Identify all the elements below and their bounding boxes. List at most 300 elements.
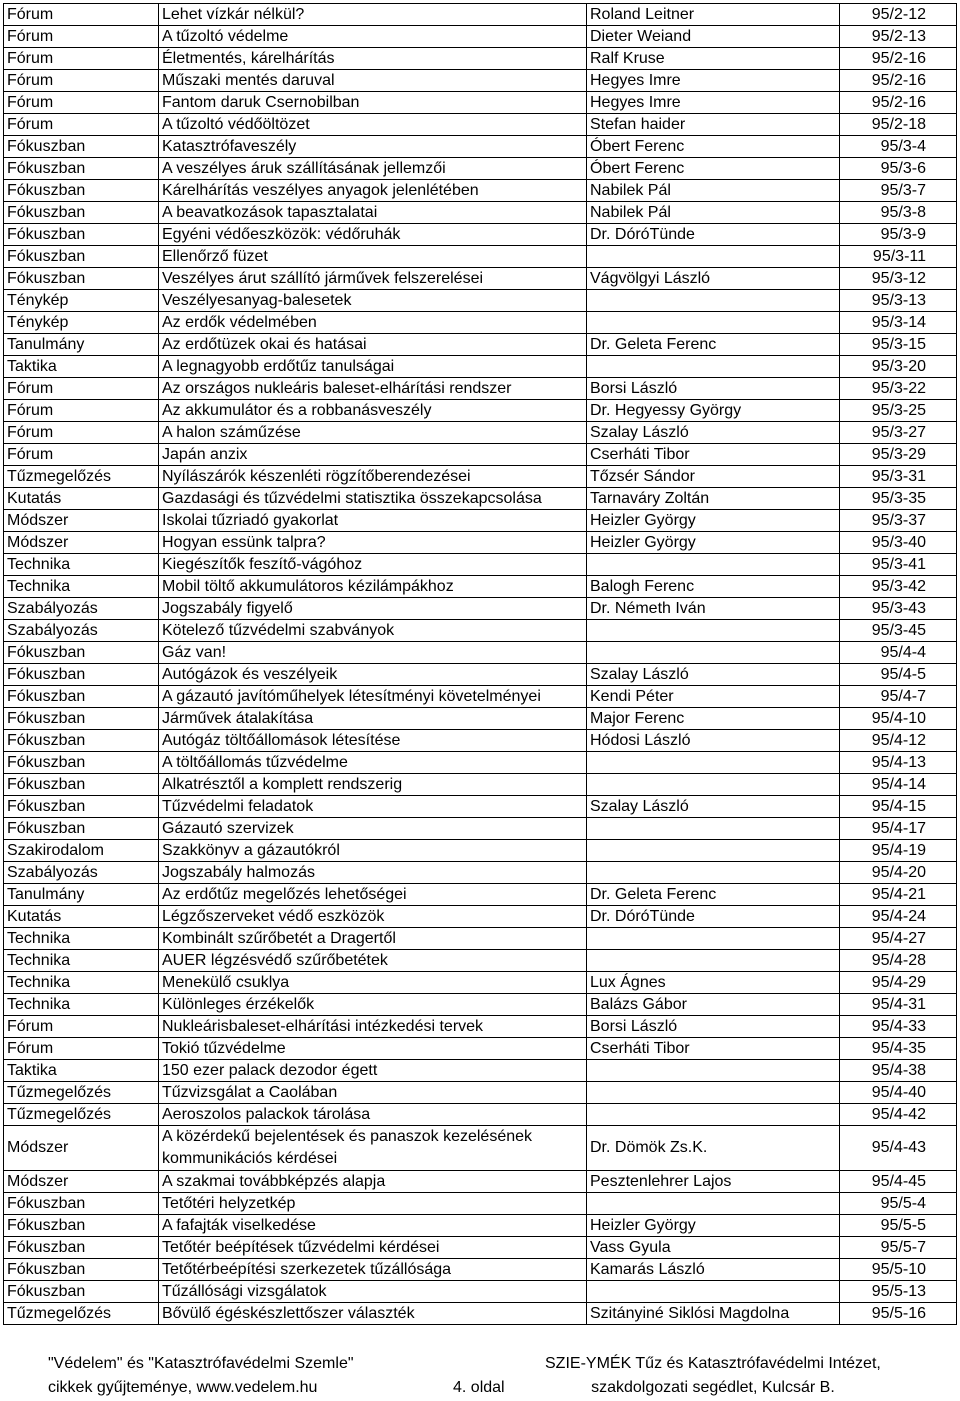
table-row xyxy=(4,1038,957,1060)
cell-author: Kendi Péter xyxy=(587,686,840,708)
cell-issue: 95/2-16 xyxy=(840,92,957,114)
cell-rovat: Fórum xyxy=(4,92,159,114)
cell-rovat: Fókuszban xyxy=(4,686,159,708)
cell-rovat: Módszer xyxy=(4,1171,159,1193)
cell-issue: 95/4-13 xyxy=(840,752,957,774)
cell-rovat: Taktika xyxy=(4,356,159,378)
cell-issue: 95/4-45 xyxy=(840,1171,957,1193)
cell-rovat: Fórum xyxy=(4,4,159,26)
table-row xyxy=(4,994,957,1016)
footer-institute-line2: szakdolgozati segédlet, Kulcsár B. xyxy=(591,1379,835,1396)
table-row xyxy=(4,708,957,730)
cell-author xyxy=(587,752,840,774)
cell-author: Vágvölgyi László xyxy=(587,268,840,290)
cell-title: Az országos nukleáris baleset-elhárítási rendszer xyxy=(159,378,587,400)
cell-rovat: Technika xyxy=(4,972,159,994)
cell-issue: 95/3-14 xyxy=(840,312,957,334)
table-row xyxy=(4,158,957,180)
cell-issue: 95/3-37 xyxy=(840,510,957,532)
cell-issue: 95/3-8 xyxy=(840,202,957,224)
cell-title: Veszélyesanyag-balesetek xyxy=(159,290,587,312)
cell-author xyxy=(587,950,840,972)
cell-author xyxy=(587,642,840,664)
cell-rovat: Fókuszban xyxy=(4,708,159,730)
table-row xyxy=(4,202,957,224)
table-row xyxy=(4,972,957,994)
cell-author xyxy=(587,840,840,862)
cell-author: Balázs Gábor xyxy=(587,994,840,1016)
cell-issue: 95/3-40 xyxy=(840,532,957,554)
cell-issue: 95/2-18 xyxy=(840,114,957,136)
cell-author: Ralf Kruse xyxy=(587,48,840,70)
cell-issue: 95/3-11 xyxy=(840,246,957,268)
table-row xyxy=(4,730,957,752)
cell-author: Lux Ágnes xyxy=(587,972,840,994)
cell-rovat: Módszer xyxy=(4,532,159,554)
cell-author: Dr. Geleta Ferenc xyxy=(587,884,840,906)
cell-title: Bővülő égéskészlettőszer választék xyxy=(159,1303,587,1325)
cell-title: Tűzvédelmi feladatok xyxy=(159,796,587,818)
cell-issue: 95/5-16 xyxy=(840,1303,957,1325)
cell-title: Különleges érzékelők xyxy=(159,994,587,1016)
cell-author: Heizler György xyxy=(587,510,840,532)
cell-title: Az erdőtüzek okai és hatásai xyxy=(159,334,587,356)
table-row xyxy=(4,1060,957,1082)
cell-title: AUER légzésvédő szűrőbetétek xyxy=(159,950,587,972)
cell-rovat: Fókuszban xyxy=(4,158,159,180)
article-index-table xyxy=(3,3,957,1325)
cell-title: A halon száműzése xyxy=(159,422,587,444)
footer-institute xyxy=(545,1352,881,1400)
table-row xyxy=(4,400,957,422)
table-row xyxy=(4,598,957,620)
cell-author: Vass Gyula xyxy=(587,1237,840,1259)
cell-issue: 95/5-13 xyxy=(840,1281,957,1303)
footer-source xyxy=(48,1352,354,1400)
cell-issue: 95/4-27 xyxy=(840,928,957,950)
cell-issue: 95/3-15 xyxy=(840,334,957,356)
table-row xyxy=(4,26,957,48)
cell-issue: 95/2-12 xyxy=(840,4,957,26)
cell-rovat: Ténykép xyxy=(4,312,159,334)
cell-rovat: Fórum xyxy=(4,444,159,466)
cell-rovat: Tűzmegelőzés xyxy=(4,466,159,488)
cell-rovat: Fókuszban xyxy=(4,664,159,686)
cell-rovat: Módszer xyxy=(4,1126,159,1171)
table-row xyxy=(4,444,957,466)
table-row xyxy=(4,1104,957,1126)
cell-title: Lehet vízkár nélkül? xyxy=(159,4,587,26)
cell-issue: 95/4-4 xyxy=(840,642,957,664)
cell-title: A tűzoltó védelme xyxy=(159,26,587,48)
cell-author: Hegyes Imre xyxy=(587,92,840,114)
cell-title: Kárelhárítás veszélyes anyagok jelenlétében xyxy=(159,180,587,202)
table-row xyxy=(4,796,957,818)
cell-issue: 95/2-13 xyxy=(840,26,957,48)
cell-title: A gázautó javítóműhelyek létesítményi követelményei xyxy=(159,686,587,708)
cell-rovat: Tűzmegelőzés xyxy=(4,1104,159,1126)
cell-rovat: Fókuszban xyxy=(4,202,159,224)
cell-title: Katasztrófaveszély xyxy=(159,136,587,158)
cell-title: A töltőállomás tűzvédelme xyxy=(159,752,587,774)
cell-rovat: Tűzmegelőzés xyxy=(4,1082,159,1104)
cell-title: A beavatkozások tapasztalatai xyxy=(159,202,587,224)
cell-title: A fafajták viselkedése xyxy=(159,1215,587,1237)
cell-author: Szalay László xyxy=(587,422,840,444)
table-row xyxy=(4,686,957,708)
cell-issue: 95/3-13 xyxy=(840,290,957,312)
cell-rovat: Fókuszban xyxy=(4,180,159,202)
cell-author xyxy=(587,246,840,268)
cell-author: Tőzsér Sándor xyxy=(587,466,840,488)
cell-title: Műszaki mentés daruval xyxy=(159,70,587,92)
cell-title: Tetőtér beépítések tűzvédelmi kérdései xyxy=(159,1237,587,1259)
cell-author xyxy=(587,1082,840,1104)
table-row xyxy=(4,312,957,334)
cell-title: A legnagyobb erdőtűz tanulságai xyxy=(159,356,587,378)
cell-issue: 95/4-15 xyxy=(840,796,957,818)
cell-rovat: Fókuszban xyxy=(4,1215,159,1237)
cell-author: Borsi László xyxy=(587,1016,840,1038)
cell-author: Dr. DóróTünde xyxy=(587,224,840,246)
cell-rovat: Módszer xyxy=(4,510,159,532)
cell-rovat: Kutatás xyxy=(4,906,159,928)
cell-author: Major Ferenc xyxy=(587,708,840,730)
cell-rovat: Fókuszban xyxy=(4,224,159,246)
footer-source-line1: "Védelem" és "Katasztrófavédelmi Szemle" xyxy=(48,1355,354,1372)
table-row xyxy=(4,466,957,488)
cell-issue: 95/4-38 xyxy=(840,1060,957,1082)
table-row xyxy=(4,1215,957,1237)
cell-rovat: Technika xyxy=(4,928,159,950)
article-index-rows xyxy=(4,4,957,1325)
table-row xyxy=(4,862,957,884)
cell-author: Borsi László xyxy=(587,378,840,400)
cell-issue: 95/4-35 xyxy=(840,1038,957,1060)
cell-author: Szitányiné Siklósi Magdolna xyxy=(587,1303,840,1325)
table-row xyxy=(4,774,957,796)
cell-issue: 95/3-43 xyxy=(840,598,957,620)
cell-issue: 95/4-21 xyxy=(840,884,957,906)
cell-issue: 95/4-20 xyxy=(840,862,957,884)
footer-institute-line1: SZIE-YMÉK Tűz és Katasztrófavédelmi Intézet, xyxy=(545,1355,881,1372)
cell-issue: 95/4-40 xyxy=(840,1082,957,1104)
table-row xyxy=(4,752,957,774)
cell-title: A szakmai továbbképzés alapja xyxy=(159,1171,587,1193)
cell-rovat: Fókuszban xyxy=(4,1193,159,1215)
cell-author xyxy=(587,818,840,840)
cell-issue: 95/3-25 xyxy=(840,400,957,422)
cell-rovat: Fórum xyxy=(4,26,159,48)
cell-rovat: Fókuszban xyxy=(4,730,159,752)
cell-title: A tűzoltó védőöltözet xyxy=(159,114,587,136)
cell-author: Szalay László xyxy=(587,664,840,686)
cell-author xyxy=(587,620,840,642)
cell-author: Cserháti Tibor xyxy=(587,1038,840,1060)
cell-title: Japán anzix xyxy=(159,444,587,466)
cell-title: Az erdőtűz megelőzés lehetőségei xyxy=(159,884,587,906)
cell-rovat: Fórum xyxy=(4,1016,159,1038)
cell-title: Gazdasági és tűzvédelmi statisztika összekapcsolása xyxy=(159,488,587,510)
cell-issue: 95/3-7 xyxy=(840,180,957,202)
cell-author: Cserháti Tibor xyxy=(587,444,840,466)
cell-issue: 95/3-6 xyxy=(840,158,957,180)
table-row xyxy=(4,136,957,158)
table-row xyxy=(4,1171,957,1193)
cell-rovat: Fókuszban xyxy=(4,1281,159,1303)
cell-rovat: Szabályozás xyxy=(4,862,159,884)
table-row xyxy=(4,532,957,554)
footer-source-line2: cikkek gyűjteménye, www.vedelem.hu xyxy=(48,1379,318,1396)
cell-rovat: Technika xyxy=(4,576,159,598)
table-row xyxy=(4,554,957,576)
cell-issue: 95/5-10 xyxy=(840,1259,957,1281)
cell-title: Iskolai tűzriadó gyakorlat xyxy=(159,510,587,532)
cell-issue: 95/4-17 xyxy=(840,818,957,840)
cell-issue: 95/3-27 xyxy=(840,422,957,444)
cell-author: Tarnaváry Zoltán xyxy=(587,488,840,510)
table-row xyxy=(4,1193,957,1215)
cell-issue: 95/5-4 xyxy=(840,1193,957,1215)
cell-issue: 95/5-7 xyxy=(840,1237,957,1259)
table-row xyxy=(4,620,957,642)
table-row xyxy=(4,290,957,312)
cell-title: Alkatrésztől a komplett rendszerig xyxy=(159,774,587,796)
cell-author: Dr. DóróTünde xyxy=(587,906,840,928)
cell-issue: 95/4-42 xyxy=(840,1104,957,1126)
cell-rovat: Ténykép xyxy=(4,290,159,312)
cell-rovat: Fókuszban xyxy=(4,246,159,268)
cell-rovat: Fórum xyxy=(4,48,159,70)
table-row xyxy=(4,1082,957,1104)
cell-rovat: Fókuszban xyxy=(4,752,159,774)
cell-issue: 95/4-24 xyxy=(840,906,957,928)
cell-author: Nabilek Pál xyxy=(587,202,840,224)
cell-title: Tetőtérbeépítési szerkezetek tűzállósága xyxy=(159,1259,587,1281)
table-row xyxy=(4,928,957,950)
cell-rovat: Fórum xyxy=(4,1038,159,1060)
cell-rovat: Tanulmány xyxy=(4,884,159,906)
cell-author: Nabilek Pál xyxy=(587,180,840,202)
cell-rovat: Taktika xyxy=(4,1060,159,1082)
table-row xyxy=(4,1281,957,1303)
cell-author xyxy=(587,290,840,312)
cell-issue: 95/4-10 xyxy=(840,708,957,730)
table-row xyxy=(4,664,957,686)
table-row xyxy=(4,4,957,26)
table-row xyxy=(4,818,957,840)
cell-rovat: Fókuszban xyxy=(4,642,159,664)
cell-title: Autógázok és veszélyeik xyxy=(159,664,587,686)
cell-title: Kötelező tűzvédelmi szabványok xyxy=(159,620,587,642)
cell-author: Roland Leitner xyxy=(587,4,840,26)
cell-rovat: Tűzmegelőzés xyxy=(4,1303,159,1325)
cell-issue: 95/3-41 xyxy=(840,554,957,576)
cell-rovat: Tanulmány xyxy=(4,334,159,356)
cell-rovat: Fókuszban xyxy=(4,268,159,290)
table-row xyxy=(4,1126,957,1171)
cell-issue: 95/4-14 xyxy=(840,774,957,796)
cell-rovat: Fórum xyxy=(4,114,159,136)
cell-issue: 95/3-22 xyxy=(840,378,957,400)
table-row xyxy=(4,488,957,510)
cell-title: Kiegészítők feszítő-vágóhoz xyxy=(159,554,587,576)
cell-title: Tokió tűzvédelme xyxy=(159,1038,587,1060)
cell-title: Járművek átalakítása xyxy=(159,708,587,730)
cell-rovat: Fókuszban xyxy=(4,796,159,818)
cell-author xyxy=(587,312,840,334)
cell-rovat: Fókuszban xyxy=(4,774,159,796)
cell-issue: 95/3-31 xyxy=(840,466,957,488)
cell-issue: 95/3-45 xyxy=(840,620,957,642)
table-row xyxy=(4,1303,957,1325)
cell-issue: 95/2-16 xyxy=(840,48,957,70)
cell-author: Szalay László xyxy=(587,796,840,818)
cell-title: Veszélyes árut szállító járművek felszerelései xyxy=(159,268,587,290)
table-row xyxy=(4,356,957,378)
cell-rovat: Szabályozás xyxy=(4,598,159,620)
cell-author: Heizler György xyxy=(587,532,840,554)
cell-rovat: Fókuszban xyxy=(4,1237,159,1259)
table-row xyxy=(4,224,957,246)
cell-author: Dieter Weiand xyxy=(587,26,840,48)
cell-title: Jogszabály figyelő xyxy=(159,598,587,620)
cell-title: A veszélyes áruk szállításának jellemzői xyxy=(159,158,587,180)
cell-title: Menekülő csuklya xyxy=(159,972,587,994)
cell-issue: 95/3-29 xyxy=(840,444,957,466)
table-row xyxy=(4,840,957,862)
cell-title: Jogszabály halmozás xyxy=(159,862,587,884)
cell-issue: 95/4-12 xyxy=(840,730,957,752)
cell-author: Óbert Ferenc xyxy=(587,136,840,158)
table-row xyxy=(4,1016,957,1038)
cell-rovat: Szakirodalom xyxy=(4,840,159,862)
cell-title: Tűzállósági vizsgálatok xyxy=(159,1281,587,1303)
cell-author xyxy=(587,1281,840,1303)
table-row xyxy=(4,334,957,356)
table-row xyxy=(4,576,957,598)
cell-title: Gáz van! xyxy=(159,642,587,664)
cell-rovat: Fórum xyxy=(4,422,159,444)
cell-author: Dr. Németh Iván xyxy=(587,598,840,620)
table-row xyxy=(4,70,957,92)
cell-author xyxy=(587,774,840,796)
cell-rovat: Technika xyxy=(4,950,159,972)
cell-issue: 95/4-7 xyxy=(840,686,957,708)
cell-author: Dr. Hegyessy György xyxy=(587,400,840,422)
cell-rovat: Technika xyxy=(4,994,159,1016)
table-row xyxy=(4,422,957,444)
cell-title: Légzőszerveket védő eszközök xyxy=(159,906,587,928)
table-row xyxy=(4,510,957,532)
table-row xyxy=(4,114,957,136)
cell-title: Aeroszolos palackok tárolása xyxy=(159,1104,587,1126)
cell-title: Gázautó szervizek xyxy=(159,818,587,840)
page-number: 4. oldal xyxy=(453,1379,505,1396)
table-row xyxy=(4,92,957,114)
cell-issue: 95/4-5 xyxy=(840,664,957,686)
cell-author: Heizler György xyxy=(587,1215,840,1237)
cell-title: Kombinált szűrőbetét a Dragertől xyxy=(159,928,587,950)
cell-issue: 95/3-4 xyxy=(840,136,957,158)
cell-author xyxy=(587,862,840,884)
cell-author: Dr. Dömök Zs.K. xyxy=(587,1126,840,1171)
cell-rovat: Fókuszban xyxy=(4,136,159,158)
cell-issue: 95/4-28 xyxy=(840,950,957,972)
cell-author: Hegyes Imre xyxy=(587,70,840,92)
table-row xyxy=(4,268,957,290)
cell-title: Fantom daruk Csernobilban xyxy=(159,92,587,114)
cell-issue: 95/3-12 xyxy=(840,268,957,290)
cell-rovat: Fórum xyxy=(4,400,159,422)
cell-issue: 95/4-33 xyxy=(840,1016,957,1038)
cell-author xyxy=(587,1193,840,1215)
cell-rovat: Fórum xyxy=(4,378,159,400)
cell-issue: 95/4-29 xyxy=(840,972,957,994)
cell-title: Egyéni védőeszközök: védőruhák xyxy=(159,224,587,246)
cell-author xyxy=(587,356,840,378)
table-row xyxy=(4,1237,957,1259)
cell-author: Balogh Ferenc xyxy=(587,576,840,598)
cell-title: Mobil töltő akkumulátoros kézilámpákhoz xyxy=(159,576,587,598)
cell-author: Kamarás László xyxy=(587,1259,840,1281)
cell-rovat: Technika xyxy=(4,554,159,576)
cell-issue: 95/3-35 xyxy=(840,488,957,510)
cell-issue: 95/3-9 xyxy=(840,224,957,246)
cell-title: Autógáz töltőállomások létesítése xyxy=(159,730,587,752)
cell-author: Pesztenlehrer Lajos xyxy=(587,1171,840,1193)
cell-title: Életmentés, kárelhárítás xyxy=(159,48,587,70)
cell-issue: 95/5-5 xyxy=(840,1215,957,1237)
table-row xyxy=(4,48,957,70)
table-row xyxy=(4,906,957,928)
cell-author: Óbert Ferenc xyxy=(587,158,840,180)
table-row xyxy=(4,950,957,972)
cell-title: Az akkumulátor és a robbanásveszély xyxy=(159,400,587,422)
cell-title: Az erdők védelmében xyxy=(159,312,587,334)
cell-title: 150 ezer palack dezodor égett xyxy=(159,1060,587,1082)
table-row xyxy=(4,378,957,400)
cell-title: Hogyan essünk talpra? xyxy=(159,532,587,554)
cell-title: Nyílászárók készenléti rögzítőberendezései xyxy=(159,466,587,488)
cell-title: Tetőtéri helyzetkép xyxy=(159,1193,587,1215)
cell-rovat: Fókuszban xyxy=(4,818,159,840)
table-row xyxy=(4,1259,957,1281)
cell-rovat: Kutatás xyxy=(4,488,159,510)
cell-rovat: Szabályozás xyxy=(4,620,159,642)
cell-issue: 95/4-31 xyxy=(840,994,957,1016)
cell-title: Szakkönyv a gázautókról xyxy=(159,840,587,862)
cell-title: Tűzvizsgálat a Caolában xyxy=(159,1082,587,1104)
table-row xyxy=(4,246,957,268)
table-row xyxy=(4,884,957,906)
table-row xyxy=(4,642,957,664)
table-row xyxy=(4,180,957,202)
cell-rovat: Fókuszban xyxy=(4,1259,159,1281)
cell-title: Ellenőrző füzet xyxy=(159,246,587,268)
cell-author xyxy=(587,1104,840,1126)
cell-rovat: Fórum xyxy=(4,70,159,92)
cell-author xyxy=(587,554,840,576)
cell-author xyxy=(587,928,840,950)
cell-author: Dr. Geleta Ferenc xyxy=(587,334,840,356)
cell-author xyxy=(587,1060,840,1082)
cell-author: Hódosi László xyxy=(587,730,840,752)
cell-issue: 95/4-43 xyxy=(840,1126,957,1171)
cell-title: A közérdekű bejelentések és panaszok kezelésének kommunikációs kérdései xyxy=(159,1126,587,1171)
cell-author: Stefan haider xyxy=(587,114,840,136)
cell-title: Nukleárisbaleset-elhárítási intézkedési tervek xyxy=(159,1016,587,1038)
